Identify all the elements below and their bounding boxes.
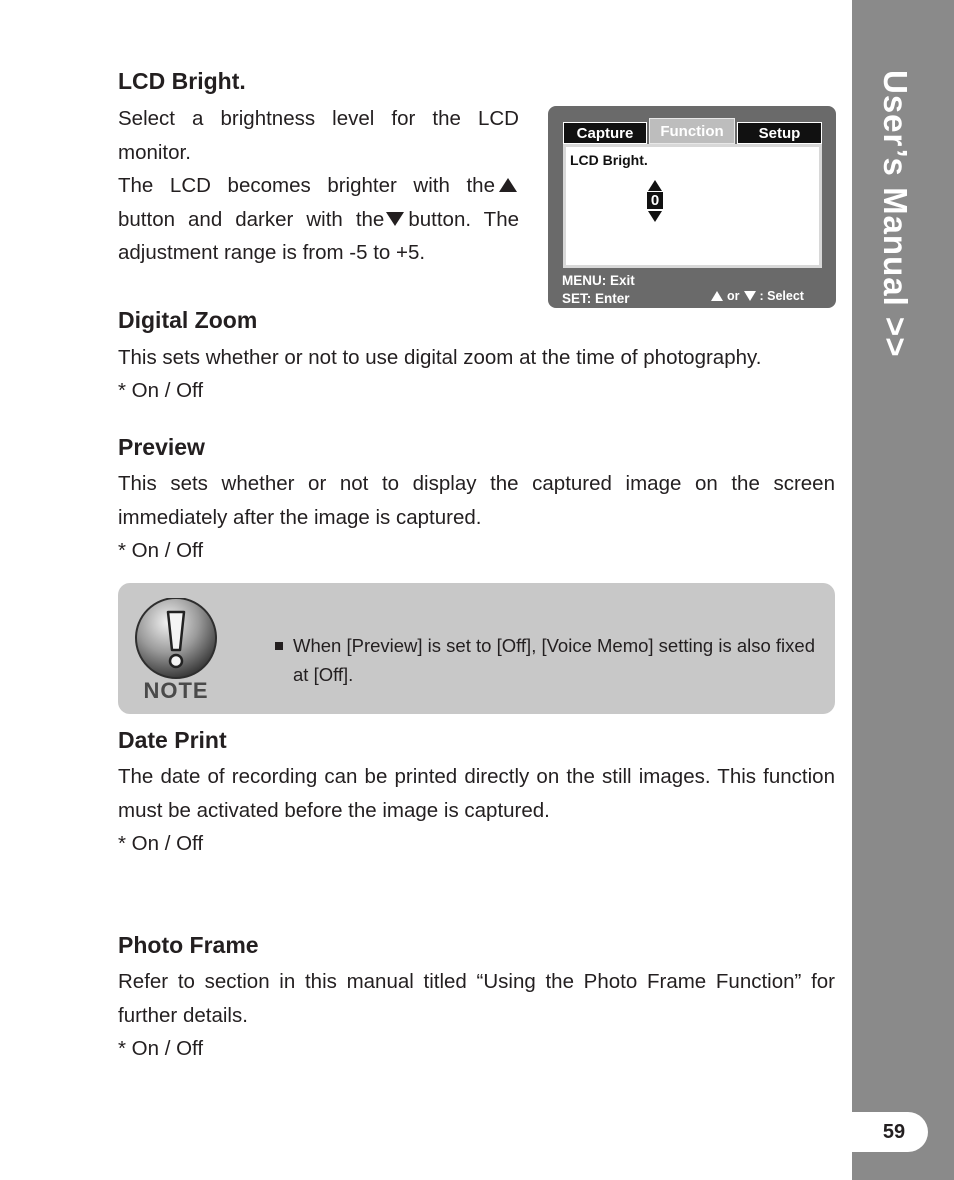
lcd-bright-heading: LCD Bright. [118,68,246,94]
lcd-bright-p2-a: The LCD becomes brighter with the [118,174,495,197]
photo-frame-heading: Photo Frame [118,932,259,958]
up-arrow-icon [648,180,662,191]
camera-item-label: LCD Bright. [570,152,648,168]
lcd-bright-p2-b: button and darker with the [118,207,385,231]
up-arrow-icon [499,178,517,192]
date-print-options: * On / Off [118,832,204,855]
camera-menu-hint: MENU: Exit [562,273,635,288]
tab-capture: Capture [563,122,647,144]
digital-zoom-text: This sets whether or not to use digital zoom at the time of photography. [118,346,762,369]
camera-screen [548,106,836,308]
photo-frame-options: * On / Off [118,1037,204,1060]
note-label: NOTE [143,678,209,703]
camera-select-label: : Select [759,289,804,303]
camera-select-hint [711,289,804,303]
up-arrow-icon [711,291,723,301]
preview-heading: Preview [118,434,205,460]
preview-options: * On / Off [118,539,204,562]
note-text [275,631,833,689]
page-number: 59 [852,1112,928,1152]
note-box [118,583,835,714]
down-arrow-icon [648,211,662,222]
preview-text: This sets whether or not to display the captured image on the screen immediately after the image is captured. [118,472,835,529]
photo-frame-text: Refer to section in this manual titled “Using the Photo Frame Function” for further details. [118,970,835,1027]
tab-setup: Setup [737,122,822,144]
note-text-content: When [Preview] is set to [Off], [Voice Memo] setting is also fixed at [Off]. [293,635,815,685]
lcd-bright-p1: Select a brightness level for the LCD monitor. [118,107,519,164]
camera-select-or: or [727,289,740,303]
digital-zoom-options: * On / Off [118,379,204,402]
camera-set-hint: SET: Enter [562,291,630,306]
lcd-bright-p2-c: button. The adjustment range is from -5 to +5. [118,207,520,264]
lcd-bright-p2 [118,169,519,270]
date-print-text: The date of recording can be printed directly on the still images. This function must be activated before the image is captured. [118,765,835,822]
down-arrow-icon [744,291,756,301]
digital-zoom-heading: Digital Zoom [118,307,258,333]
side-title: User’s Manual >> [877,70,914,358]
camera-menu-panel [563,144,822,268]
tab-function: Function [649,118,735,144]
down-arrow-icon [386,212,404,226]
date-print-heading: Date Print [118,727,227,753]
lcd-bright-text [118,102,519,270]
bullet-icon [275,642,283,650]
camera-value: 0 [647,192,663,209]
